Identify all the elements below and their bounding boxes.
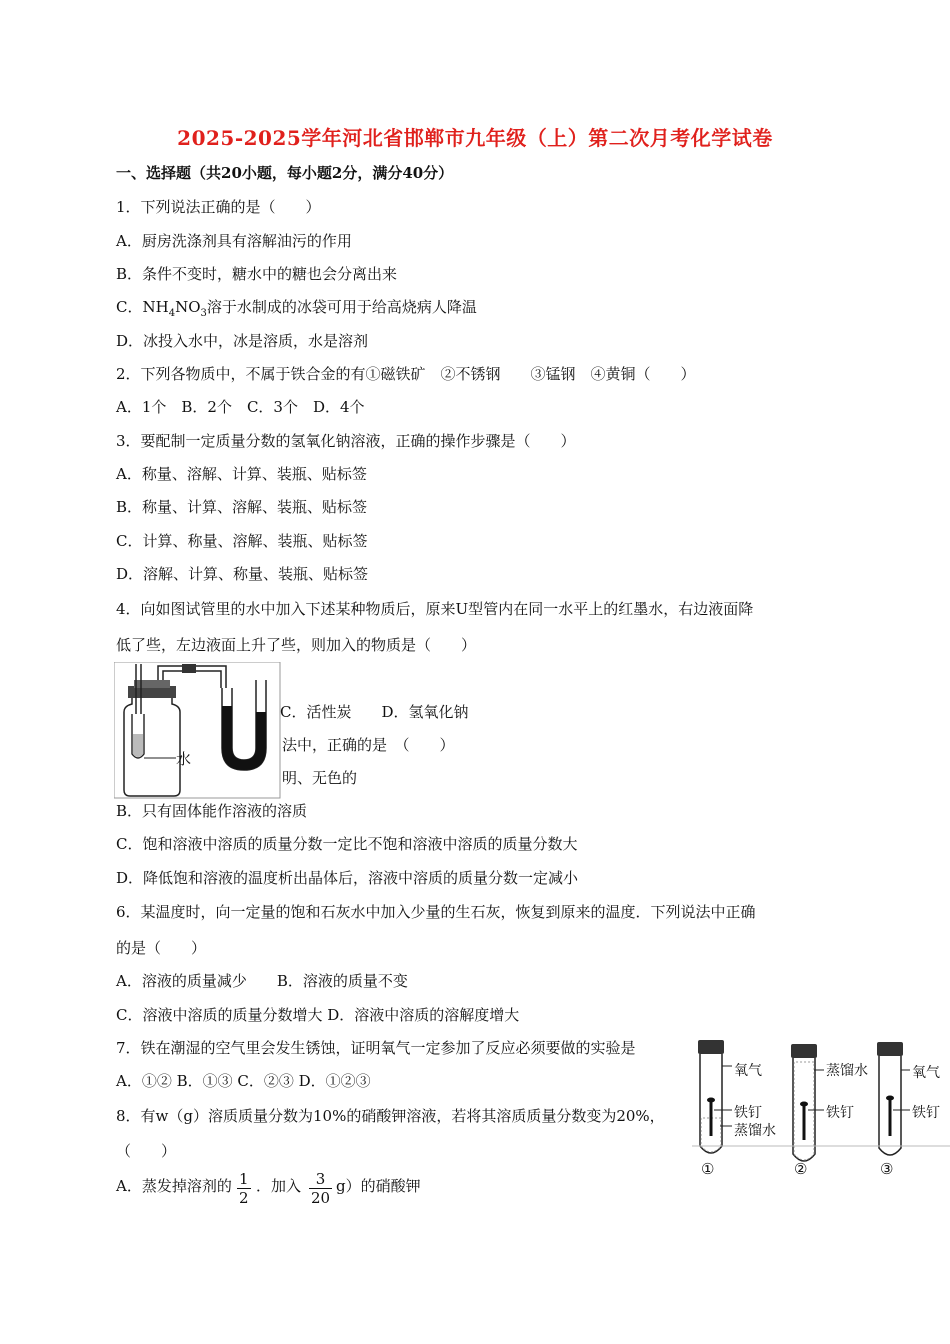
q5-stem-partial: 法中，正确的是 （ ） bbox=[282, 736, 455, 754]
q1-option-b: B．条件不变时，糖水中的糖也会分离出来 bbox=[116, 265, 398, 283]
t1-label-oxygen: 氧气 bbox=[734, 1063, 762, 1079]
q1-option-c-post: 溶于水制成的冰袋可用于给高烧病人降温 bbox=[206, 298, 477, 316]
q6-stem-line2: 的是（ ） bbox=[116, 939, 207, 957]
u-tube-apparatus-diagram bbox=[114, 662, 282, 800]
t2-label-nail: 铁钉 bbox=[826, 1105, 854, 1121]
q1-option-d: D．冰投入水中，冰是溶质，水是溶剂 bbox=[116, 332, 369, 350]
q1-option-c-sub2: 3 bbox=[200, 308, 207, 319]
t3-label-oxygen: 氧气 bbox=[912, 1065, 940, 1081]
fraction-2-numerator: 3 bbox=[309, 1170, 332, 1189]
q1-option-c-pre: C．NH bbox=[116, 298, 169, 316]
q8-option-a-mid: ．加入 bbox=[256, 1177, 302, 1195]
q2-stem: 2．下列各物质中，不属于铁合金的有①磁铁矿 ②不锈钢 ③锰钢 ④黄铜（ ） bbox=[116, 365, 696, 383]
t1-label-distilled-water: 蒸馏水 bbox=[734, 1123, 776, 1139]
q7-test-tubes-figure bbox=[692, 1036, 950, 1182]
q6-options-cd: C．溶液中溶质的质量分数增大 D．溶液中溶质的溶解度增大 bbox=[116, 1006, 520, 1024]
q1-option-c-mid: NO bbox=[175, 298, 201, 316]
water-label: 水 bbox=[176, 750, 192, 768]
exam-title: 2025-2025学年河北省邯郸市九年级（上）第二次月考化学试卷 bbox=[177, 126, 773, 150]
t2-label-distilled-water: 蒸馏水 bbox=[826, 1063, 868, 1079]
q1-option-a: A．厨房洗涤剂具有溶解油污的作用 bbox=[116, 232, 352, 250]
q6-options-ab: A．溶液的质量减少 B．溶液的质量不变 bbox=[116, 972, 408, 990]
q4-stem-line2: 低了些，左边液面上升了些，则加入的物质是（ ） bbox=[116, 636, 477, 654]
tube-number-1: ① bbox=[701, 1160, 715, 1178]
q3-option-c: C．计算、称量、溶解、装瓶、贴标签 bbox=[116, 532, 368, 550]
q2-options: A．1个 B．2个 C．3个 D．4个 bbox=[116, 398, 365, 416]
q3-option-a: A．称量、溶解、计算、装瓶、贴标签 bbox=[116, 465, 367, 483]
t1-label-nail: 铁钉 bbox=[734, 1105, 762, 1121]
fraction-three-twentieths bbox=[309, 1170, 332, 1207]
q1-option-c-sub1: 4 bbox=[168, 308, 176, 319]
q3-option-b: B．称量、计算、溶解、装瓶、贴标签 bbox=[116, 498, 368, 516]
q5-option-d: D．降低饱和溶液的温度析出晶体后，溶液中溶质的质量分数一定减小 bbox=[116, 869, 579, 887]
q1-option-c bbox=[116, 296, 477, 319]
q3-option-d: D．溶解、计算、称量、装瓶、贴标签 bbox=[116, 565, 369, 583]
q8-stem: 8．有w（g）溶质质量分数为10%的硝酸钾溶液，若将其溶质质量分数变为20%， bbox=[116, 1107, 665, 1125]
q5-option-c: C．饱和溶液中溶质的质量分数一定比不饱和溶液中溶质的质量分数大 bbox=[116, 835, 578, 853]
q8-paren: （ ） bbox=[116, 1142, 177, 1160]
fraction-1-denominator: 2 bbox=[239, 1189, 249, 1207]
q8-option-a-pre: A．蒸发掉溶剂的 bbox=[116, 1177, 232, 1195]
tube-number-3: ③ bbox=[880, 1160, 894, 1178]
fraction-2-denominator: 20 bbox=[311, 1189, 331, 1207]
q1-stem: 1．下列说法正确的是（ ） bbox=[116, 198, 321, 216]
q4-stem-line1: 4．向如图试管里的水中加入下述某种物质后，原来U型管内在同一水平上的红墨水，右边液面降 bbox=[116, 600, 754, 618]
tube-number-2: ② bbox=[794, 1160, 808, 1178]
section-heading: 一、选择题（共20小题，每小题2分，满分40分） bbox=[116, 164, 454, 182]
q3-stem: 3．要配制一定质量分数的氢氧化钠溶液，正确的操作步骤是（ ） bbox=[116, 432, 576, 450]
q7-options: A．①② B．①③ C．②③ D．①②③ bbox=[116, 1072, 371, 1090]
fraction-one-half bbox=[237, 1170, 251, 1207]
q7-stem: 7．铁在潮湿的空气里会发生锈蚀，证明氧气一定参加了反应必须要做的实验是 bbox=[116, 1039, 636, 1057]
q4-options-partial: C．活性炭 D．氢氧化钠 bbox=[280, 703, 469, 721]
q5-option-b: B．只有固体能作溶液的溶质 bbox=[116, 802, 308, 820]
fraction-1-numerator: 1 bbox=[239, 1170, 249, 1188]
q4-apparatus-figure bbox=[114, 662, 282, 800]
q6-stem-line1: 6．某温度时，向一定量的饱和石灰水中加入少量的生石灰，恢复到原来的温度．下列说法中正确 bbox=[116, 903, 756, 921]
q8-option-a-post: g）的硝酸钾 bbox=[336, 1177, 421, 1195]
t3-label-nail: 铁钉 bbox=[912, 1105, 940, 1121]
q5-option-a-partial: 明、无色的 bbox=[282, 769, 358, 787]
